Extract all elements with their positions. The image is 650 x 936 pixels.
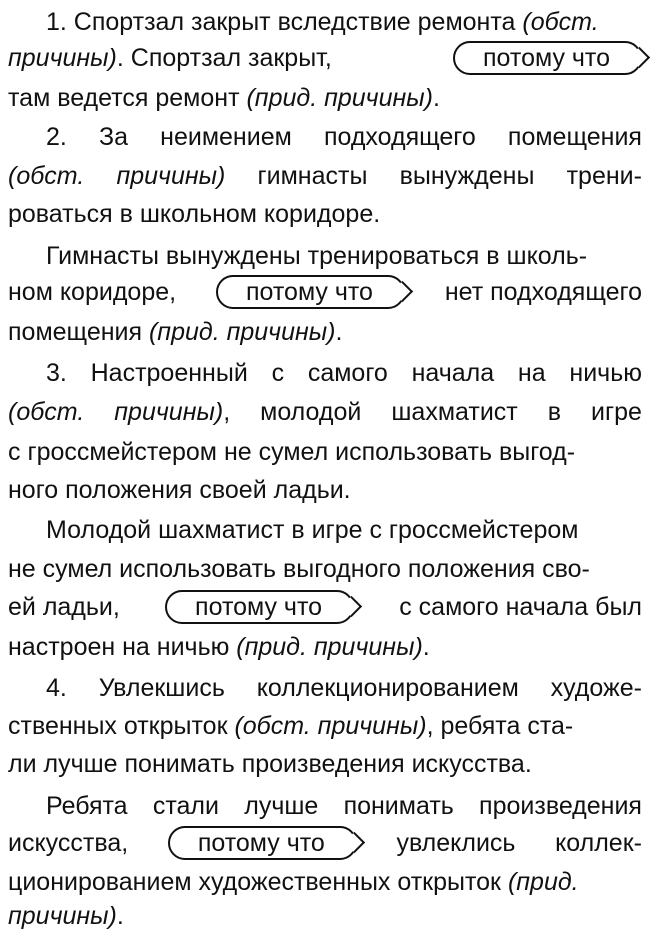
sentence-text: . Спортзал закрыт, (116, 43, 332, 72)
word: лучше (244, 791, 319, 820)
sentence-text: Молодой шахматист в игре с гроссмейстером (46, 515, 579, 544)
sentence-text: роваться в школьном коридоре. (8, 199, 381, 228)
word: художе- (550, 673, 642, 702)
sentence-text: ственных открыток (8, 711, 235, 740)
text-line-4 (0, 117, 650, 157)
word: коллекционированием (256, 673, 519, 702)
text-line-5 (0, 156, 650, 196)
conjunction-highlight: потому что (165, 590, 354, 624)
word: ничью (569, 358, 642, 387)
annotation-text: (обст. причины) (234, 711, 427, 740)
sentence-text: с самого начала был (399, 592, 642, 621)
word: на (517, 358, 546, 387)
text-line-14 (0, 510, 650, 550)
sentence-text: там ведется ремонт (8, 83, 247, 112)
sentence-number: 2. (46, 122, 67, 151)
word: шахматист (391, 397, 518, 426)
sentence-number: 3. (46, 358, 67, 387)
text-line-1 (0, 2, 650, 42)
word: Настроенный (90, 358, 248, 387)
word: увлеклись (396, 828, 516, 857)
punctuation: . (335, 317, 343, 346)
word: подходящего (323, 122, 476, 151)
annotation-text: (прид. причины) (148, 317, 336, 346)
word: понимать (343, 791, 454, 820)
annotation-text: причины) (116, 161, 226, 190)
annotation-text: причины) (8, 901, 117, 930)
conjunction-highlight: потому что (216, 275, 405, 309)
conjunction-highlight: потому что (168, 826, 357, 860)
text-line-9 (0, 312, 650, 352)
text-line-16 (0, 587, 650, 627)
text-line-15 (0, 549, 650, 589)
text-line-20 (0, 744, 650, 784)
sentence-text: не сумел использовать выгодного положения сво- (8, 554, 590, 583)
annotation-text: (прид. (507, 867, 579, 896)
text-line-19 (0, 706, 650, 746)
word: в (547, 397, 562, 426)
word: произведения (479, 791, 642, 820)
sentence-text: с гроссмейстером не сумел использовать выгод- (8, 437, 576, 466)
sentence-text: ционированием художественных открыток (8, 867, 508, 896)
word: трени- (566, 161, 642, 190)
annotation-text: (обст. (8, 397, 85, 426)
sentence-text: искусства, (8, 828, 129, 857)
sentence-text: помещения (8, 317, 149, 346)
word: с (271, 358, 285, 387)
word: За (99, 122, 129, 151)
sentence-text: нет подходящего (444, 277, 642, 306)
word: гимнасты (257, 161, 368, 190)
text-line-18 (0, 668, 650, 708)
word: вынуждены (399, 161, 535, 190)
text-line-10 (0, 353, 650, 393)
sentence-text: Гимнасты вынуждены тренироваться в школь- (46, 241, 588, 270)
text-line-8 (0, 272, 650, 312)
sentence-text: ли лучше понимать произведения искусства. (8, 749, 532, 778)
text-line-11 (0, 392, 650, 432)
word: неимением (160, 122, 292, 151)
word: молодой (260, 397, 362, 426)
text-line-17 (0, 627, 650, 667)
sentence-text: ном коридоре, (8, 277, 177, 306)
text-line-12 (0, 432, 650, 472)
word: самого (307, 358, 388, 387)
word: коллек- (555, 828, 642, 857)
sentence-text: , ребята ста- (426, 711, 574, 740)
text-line-13 (0, 470, 650, 510)
sentence-number: 4. (46, 673, 67, 702)
word: помещения (507, 122, 642, 151)
word: стали (152, 791, 219, 820)
annotation-text: (прид. причины) (236, 632, 423, 661)
annotation-text: причины) (114, 397, 224, 426)
text-line-21 (0, 786, 650, 826)
sentence-text: настроен на ничью (8, 632, 237, 661)
sentence-text: ного положения своей ладьи. (8, 475, 351, 504)
annotation-text: (обст. (8, 161, 85, 190)
word: игре (591, 397, 642, 426)
annotation-text: (обст. (522, 7, 599, 36)
annotation-text: причины) (8, 43, 117, 72)
annotation-text: (прид. причины) (246, 83, 433, 112)
punctuation: , (223, 397, 231, 426)
text-line-2 (0, 38, 650, 78)
word: Увлекшись (98, 673, 225, 702)
conjunction-highlight: потому что (453, 41, 642, 75)
text-line-22 (0, 823, 650, 863)
sentence-text: ей ладьи, (8, 592, 120, 621)
punctuation: . (432, 83, 440, 112)
sentence-text: 1. Спортзал закрыт вследствие ремонта (46, 7, 523, 36)
text-line-6 (0, 194, 650, 234)
punctuation: . (116, 901, 124, 930)
punctuation: . (422, 632, 430, 661)
word: Ребята (46, 791, 128, 820)
word: начала (411, 358, 495, 387)
text-line-24 (0, 896, 650, 936)
text-line-7 (0, 236, 650, 276)
text-line-3 (0, 78, 650, 118)
